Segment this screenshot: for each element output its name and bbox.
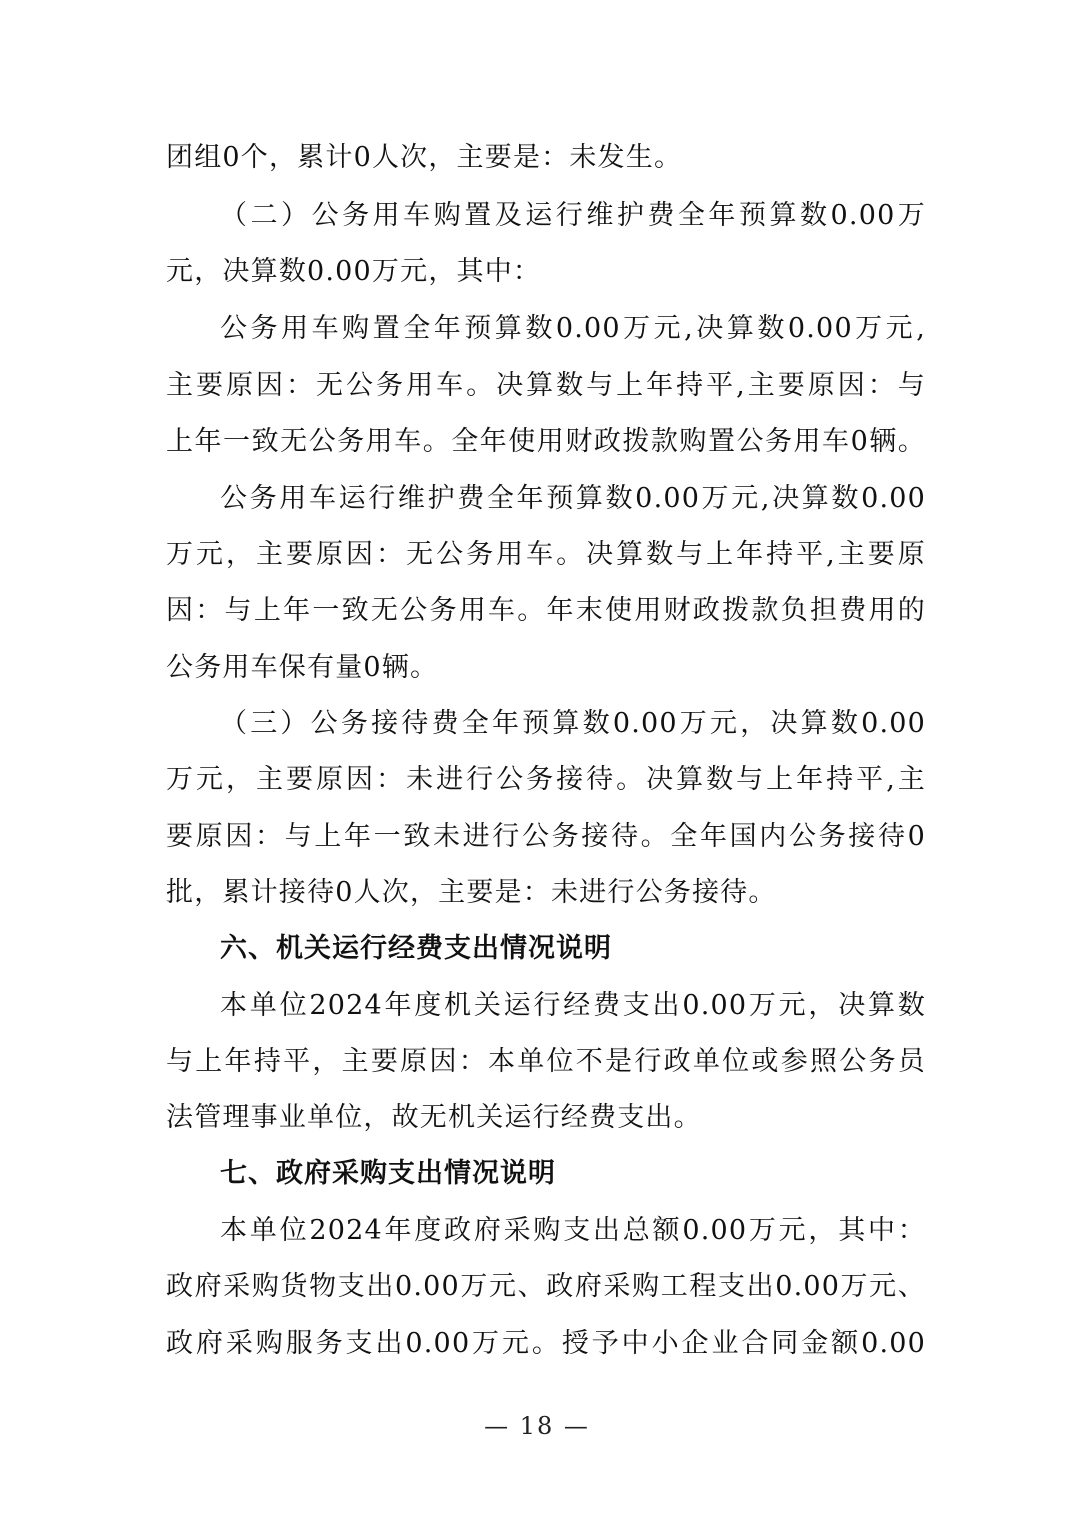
paragraph-line: 因：与上年一致无公务用车。年末使用财政拨款负担费用的 [166, 595, 926, 626]
paragraph-line: （二）公务用车购置及运行维护费全年预算数0.00万 [220, 200, 926, 231]
paragraph-line: 上年一致无公务用车。全年使用财政拨款购置公务用车0辆。 [166, 426, 926, 457]
paragraph-line: 公务用车保有量0辆。 [166, 652, 439, 683]
paragraph-line: 主要原因：无公务用车。决算数与上年持平,主要原因：与 [166, 370, 926, 401]
paragraph-line: 本单位2024年度机关运行经费支出0.00万元，决算数 [220, 990, 926, 1021]
paragraph-line: 法管理事业单位，故无机关运行经费支出。 [166, 1102, 702, 1133]
paragraph-line: 与上年持平，主要原因：本单位不是行政单位或参照公务员 [166, 1046, 926, 1077]
paragraph-line: 要原因：与上年一致未进行公务接待。全年国内公务接待0 [166, 821, 926, 852]
paragraph-line: 本单位2024年度政府采购支出总额0.00万元，其中： [220, 1215, 926, 1246]
paragraph-line: 万元，主要原因：无公务用车。决算数与上年持平,主要原 [166, 539, 926, 570]
paragraph-line: 团组0个，累计0人次，主要是：未发生。 [166, 142, 683, 173]
paragraph-line: 批，累计接待0人次，主要是：未进行公务接待。 [166, 877, 777, 908]
paragraph-line: 公务用车运行维护费全年预算数0.00万元,决算数0.00 [220, 483, 926, 514]
section-heading: 六、机关运行经费支出情况说明 [220, 933, 612, 964]
paragraph-line: 万元，主要原因：未进行公务接待。决算数与上年持平,主 [166, 764, 926, 795]
page-number: — 18 — [484, 1412, 590, 1440]
section-heading: 七、政府采购支出情况说明 [220, 1158, 556, 1189]
paragraph-line: 政府采购货物支出0.00万元、政府采购工程支出0.00万元、 [166, 1271, 926, 1302]
paragraph-line: 公务用车购置全年预算数0.00万元,决算数0.00万元, [220, 313, 926, 344]
paragraph-line: （三）公务接待费全年预算数0.00万元，决算数0.00 [220, 708, 926, 739]
paragraph-line: 元，决算数0.00万元，其中： [166, 256, 542, 287]
paragraph-line: 政府采购服务支出0.00万元。授予中小企业合同金额0.00 [166, 1328, 926, 1359]
